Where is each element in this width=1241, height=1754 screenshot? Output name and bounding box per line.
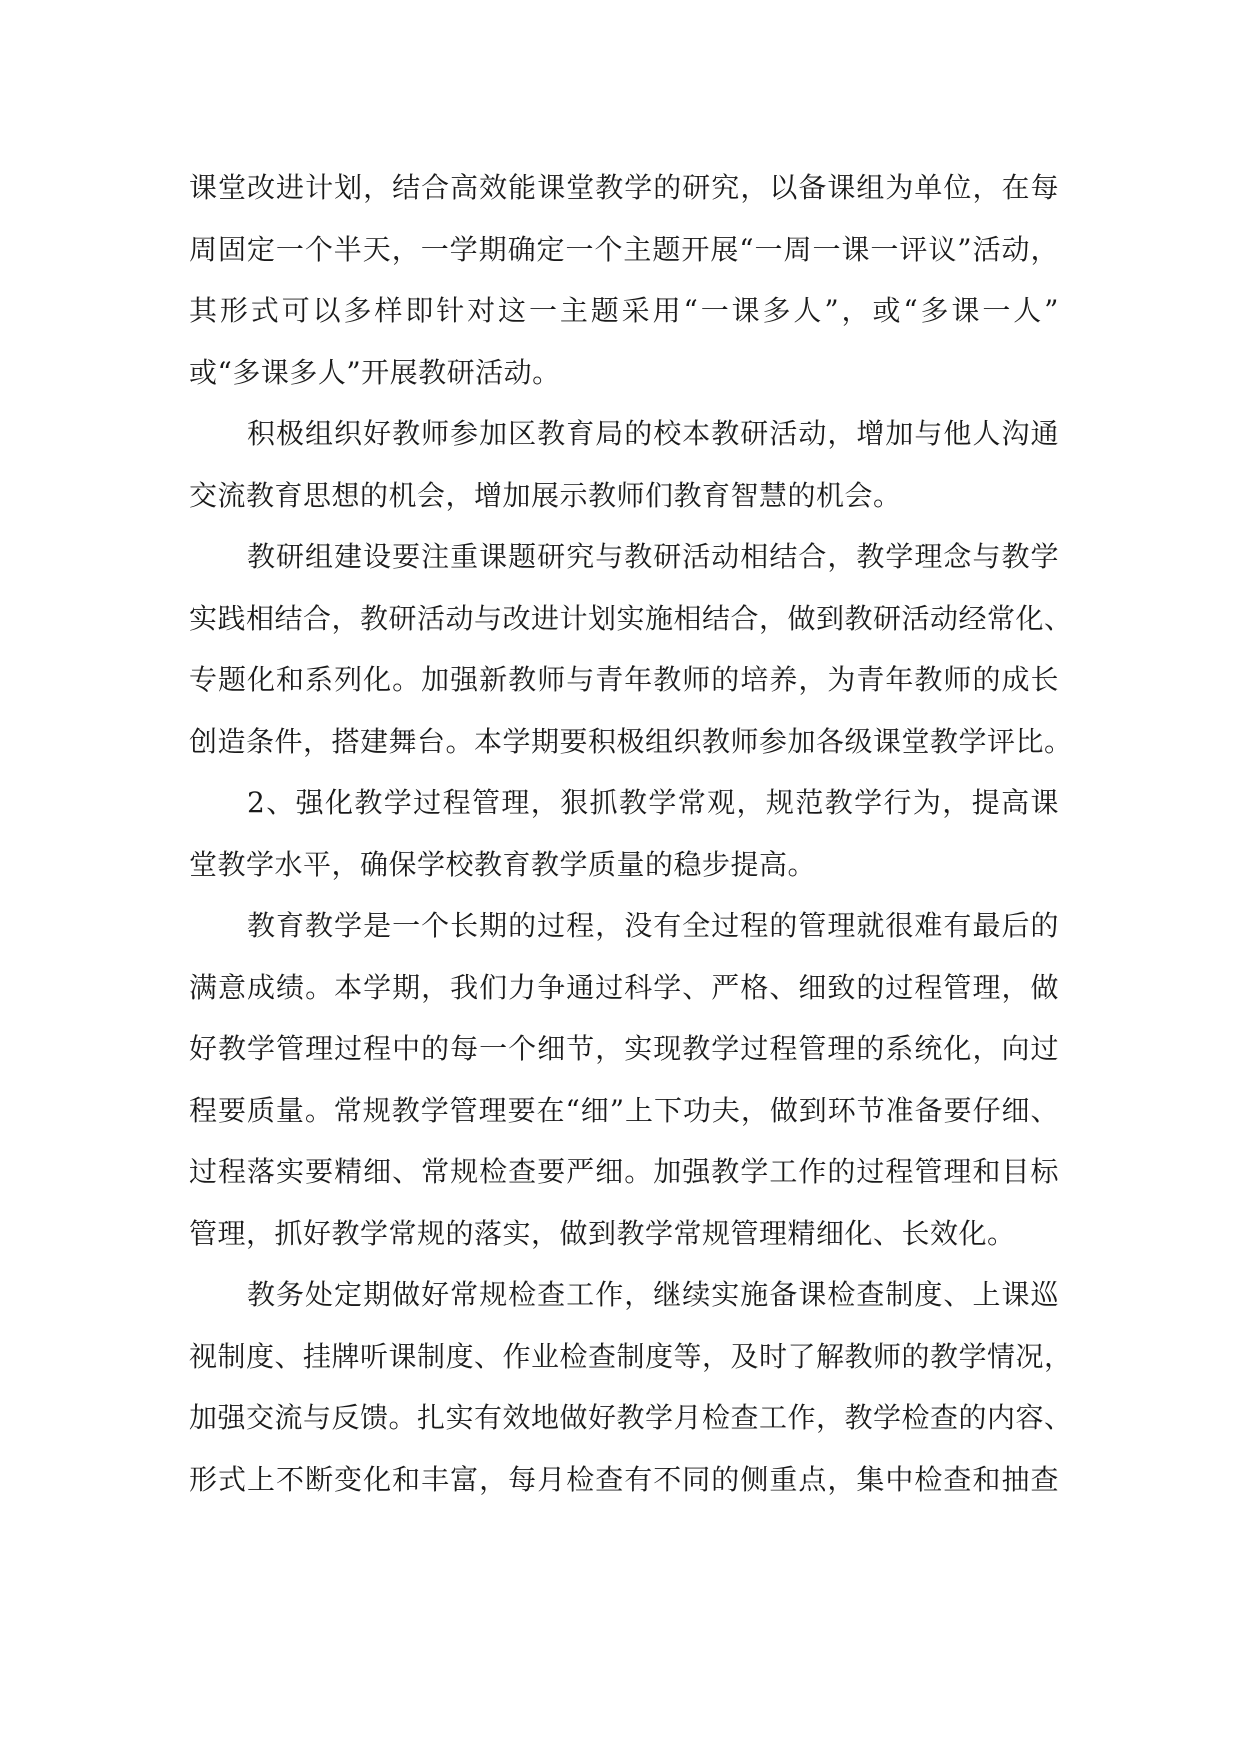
text-line: 周固定一个半天，一学期确定一个主题开展“一周一课一评议”活动， <box>189 232 1059 266</box>
text-line: 加强交流与反馈。扎实有效地做好教学月检查工作，教学检查的内容、 <box>189 1401 1073 1434</box>
paragraph-first-line: 2、强化教学过程管理，狠抓教学常观，规范教学行为，提高课 <box>247 786 1059 819</box>
text-line: 堂教学水平，确保学校教育教学质量的稳步提高。 <box>189 847 817 881</box>
text-line: 创造条件，搭建舞台。本学期要积极组织教师参加各级课堂教学评比。 <box>189 724 1073 758</box>
text-line: 视制度、挂牌听课制度、作业检查制度等，及时了解教师的教学情况， <box>189 1339 1073 1373</box>
text-line: 或“多课多人”开展教研活动。 <box>189 355 561 389</box>
paragraph-first-line: 教育教学是一个长期的过程，没有全过程的管理就很难有最后的 <box>247 909 1059 942</box>
text-line: 实践相结合，教研活动与改进计划实施相结合，做到教研活动经常化、 <box>189 601 1073 635</box>
text-line: 形式上不断变化和丰富，每月检查有不同的侧重点，集中检查和抽查 <box>189 1462 1059 1496</box>
paragraph-first-line: 教务处定期做好常规检查工作，继续实施备课检查制度、上课巡 <box>247 1278 1059 1311</box>
text-line: 其形式可以多样即针对这一主题采用“一课多人”，或“多课一人” <box>189 294 1059 327</box>
paragraph-first-line: 积极组织好教师参加区教育局的校本教研活动，增加与他人沟通 <box>247 417 1059 450</box>
text-line: 程要质量。常规教学管理要在“细”上下功夫，做到环节准备要仔细、 <box>189 1093 1059 1127</box>
paragraph-first-line: 教研组建设要注重课题研究与教研活动相结合，教学理念与教学 <box>247 540 1059 573</box>
text-line: 管理，抓好教学常规的落实，做到教学常规管理精细化、长效化。 <box>189 1216 1016 1250</box>
text-line: 满意成绩。本学期，我们力争通过科学、严格、细致的过程管理，做 <box>189 970 1059 1004</box>
document-body <box>189 157 1073 1510</box>
text-line: 交流教育思想的机会，增加展示教师们教育智慧的机会。 <box>189 478 902 512</box>
text-line: 课堂改进计划，结合高效能课堂教学的研究，以备课组为单位，在每 <box>189 171 1059 204</box>
text-line: 专题化和系列化。加强新教师与青年教师的培养，为青年教师的成长 <box>189 663 1059 696</box>
text-line: 过程落实要精细、常规检查要严细。加强教学工作的过程管理和目标 <box>189 1155 1059 1188</box>
text-line: 好教学管理过程中的每一个细节，实现教学过程管理的系统化，向过 <box>189 1032 1059 1065</box>
